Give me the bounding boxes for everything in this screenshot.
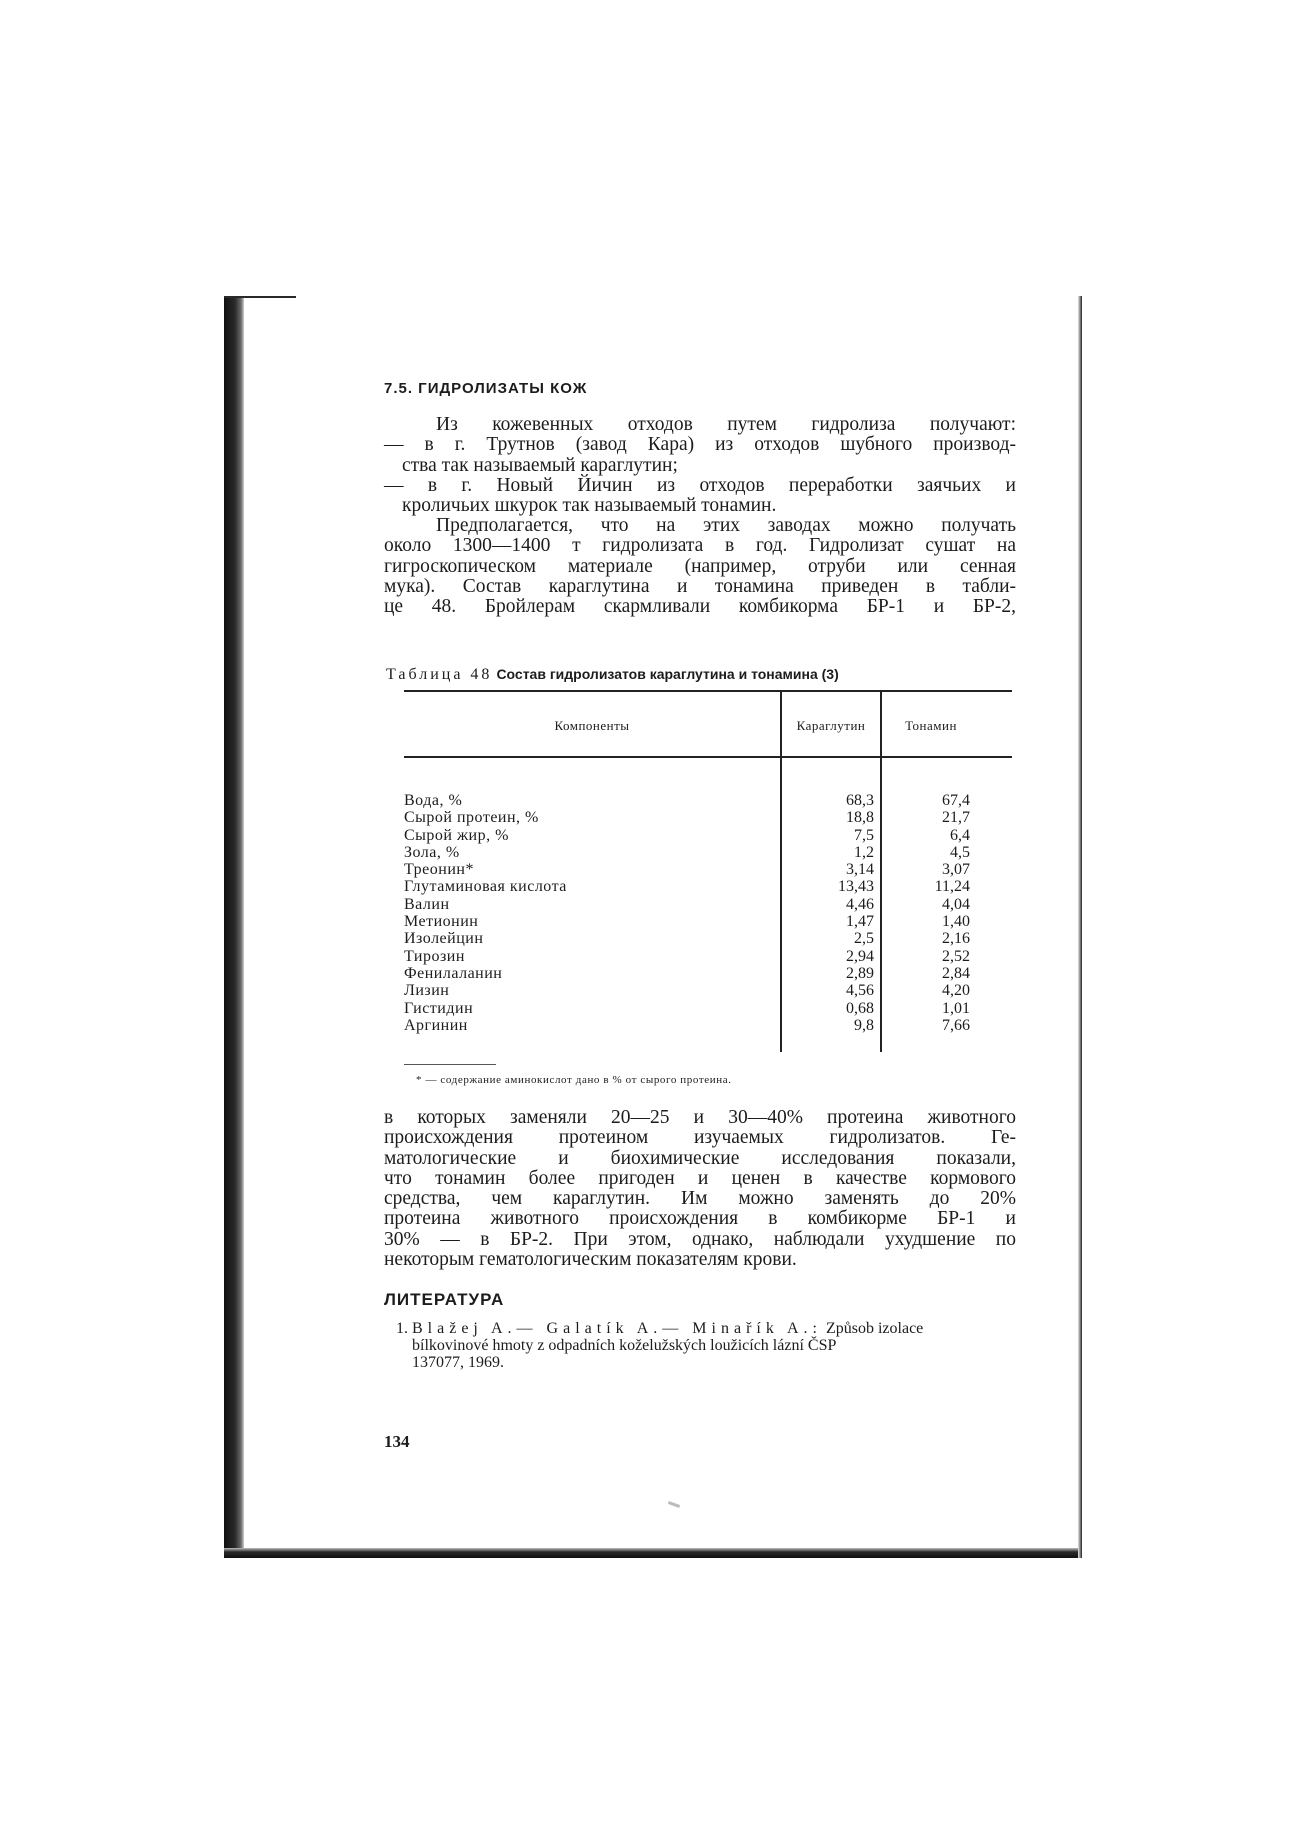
- text-line: что тонамин более пригоден и ценен в качестве кормового: [384, 1167, 1016, 1189]
- table-row: [404, 965, 1012, 982]
- text-line: протеина животного происхождения в комбикорме БР-1 и: [384, 1208, 1016, 1230]
- scan-edge-bottom: [224, 1548, 1080, 1558]
- section-title: 7.5. ГИДРОЛИЗАТЫ КОЖ: [384, 380, 588, 397]
- table-row: [404, 982, 1012, 999]
- tonamin-cell: 4,04: [942, 895, 970, 913]
- karaglutin-cell: 18,8: [846, 809, 874, 827]
- table-row: [404, 930, 1012, 947]
- text-line: мука). Состав караглутина и тонамина приведен в табли-: [384, 575, 1016, 597]
- table-row: [404, 1000, 1012, 1017]
- tonamin-cell: 4,20: [942, 982, 970, 1000]
- tonamin-cell: 4,5: [950, 843, 970, 861]
- table-caption-title: Состав гидролизатов караглутина и тонамина (3): [496, 666, 839, 682]
- tonamin-cell: 2,16: [942, 930, 970, 948]
- reference-text: Způsob izolace: [825, 1320, 924, 1337]
- component-cell: Треонин*: [404, 861, 474, 879]
- table-header-rule: [404, 756, 1012, 758]
- text-line: — в г. Трутнов (завод Кара) из отходов шубного производ-: [384, 434, 1016, 456]
- scan-edge-left: [224, 296, 244, 1558]
- karaglutin-cell: 9,8: [854, 1016, 874, 1034]
- scan-speck: [668, 1501, 680, 1508]
- text-line: гигроскопическом материале (например, отруби или сенная: [384, 555, 1016, 577]
- karaglutin-cell: 4,56: [846, 982, 874, 1000]
- karaglutin-cell: 1,47: [846, 913, 874, 931]
- component-cell: Сырой жир, %: [404, 826, 509, 844]
- table-footnote: * — содержание аминокислот дано в % от сырого протеина.: [416, 1074, 732, 1086]
- component-cell: Зола, %: [404, 843, 460, 861]
- text-line: 30% — в БР-2. При этом, однако, наблюдали ухудшение по: [384, 1228, 1016, 1250]
- table-row: [404, 792, 1012, 809]
- text-line: кроличьих шкурок так называемый тонамин.: [402, 495, 777, 517]
- table-row: [404, 861, 1012, 878]
- tonamin-cell: 1,01: [942, 999, 970, 1017]
- karaglutin-cell: 3,14: [846, 861, 874, 879]
- table-top-rule: [404, 690, 1012, 692]
- component-cell: Глутаминовая кислота: [404, 878, 567, 896]
- composition-table: [404, 690, 1012, 1052]
- text-line: в которых заменяли 20—25 и 30—40% протеина животного: [384, 1107, 1016, 1128]
- component-cell: Вода, %: [404, 792, 463, 809]
- tonamin-cell: 6,4: [950, 826, 970, 844]
- literature-title: ЛИТЕРАТУРА: [384, 1290, 505, 1309]
- karaglutin-cell: 2,94: [846, 947, 874, 965]
- reference-item: [384, 1320, 1016, 1337]
- component-cell: Гистидин: [404, 999, 474, 1017]
- text-line: ства так называемый караглутин;: [402, 454, 678, 476]
- component-cell: Аргинин: [404, 1016, 468, 1034]
- table-header-tonamin: Тонамин: [905, 718, 957, 733]
- scan-edge-top: [224, 296, 296, 298]
- text-line: около 1300—1400 т гидролизата в год. Гидролизат сушат на: [384, 535, 1016, 557]
- text-line: матологические и биохимические исследования показали,: [384, 1147, 1016, 1169]
- table-row: [404, 913, 1012, 930]
- table-caption: [386, 666, 839, 684]
- tonamin-cell: 11,24: [934, 878, 970, 896]
- table-row: [404, 809, 1012, 826]
- table-caption-label: Таблица 48: [386, 666, 493, 683]
- tonamin-cell: 7,66: [942, 1016, 970, 1034]
- tonamin-cell: 67,4: [942, 792, 970, 809]
- scan-edge-right: [1078, 296, 1082, 1558]
- paragraph-results: [384, 1108, 1016, 1270]
- footnote-rule: [404, 1064, 496, 1065]
- reference-text: bílkovinové hmoty z odpadních koželužských loužicích lázní ČSP: [412, 1337, 837, 1354]
- text-line: це 48. Бройлерам скармливали комбикорма БР-1 и БР-2,: [384, 596, 1016, 618]
- reference-text: 137077, 1969.: [412, 1354, 504, 1371]
- table-header-components: Компоненты: [554, 718, 630, 733]
- literature-list: [384, 1320, 1016, 1371]
- component-cell: Изолейцин: [404, 930, 484, 948]
- karaglutin-cell: 68,3: [846, 792, 874, 809]
- component-cell: Метионин: [404, 913, 479, 931]
- text-line: происхождения протеином изучаемых гидролизатов. Ге-: [384, 1127, 1016, 1149]
- component-cell: Фенилаланин: [404, 964, 503, 982]
- table-row: [404, 827, 1012, 844]
- component-cell: Тирозин: [404, 947, 465, 965]
- karaglutin-cell: 0,68: [846, 999, 874, 1017]
- table-row: [404, 948, 1012, 965]
- tonamin-cell: 21,7: [942, 809, 970, 827]
- component-cell: Сырой протеин, %: [404, 809, 539, 827]
- text-line: средства, чем караглутин. Им можно заменять до 20%: [384, 1188, 1016, 1210]
- paragraph-production: [384, 516, 1016, 617]
- karaglutin-cell: 13,43: [838, 878, 874, 896]
- karaglutin-cell: 2,5: [854, 930, 874, 948]
- karaglutin-cell: 7,5: [854, 826, 874, 844]
- paragraph-intro: [384, 415, 1016, 516]
- component-cell: Валин: [404, 895, 450, 913]
- page-number: 134: [384, 1432, 410, 1451]
- reference-number: 1.: [396, 1320, 408, 1337]
- table-body: [404, 792, 1012, 1034]
- table-row: [404, 844, 1012, 861]
- component-cell: Лизин: [404, 982, 450, 1000]
- reference-authors: Blažej A.— Galatík A.— Minařík A.:: [412, 1320, 822, 1337]
- karaglutin-cell: 2,89: [846, 964, 874, 982]
- table-header-karaglutin: Караглутин: [796, 718, 866, 733]
- tonamin-cell: 3,07: [942, 861, 970, 879]
- karaglutin-cell: 4,46: [846, 895, 874, 913]
- table-row: [404, 1017, 1012, 1034]
- karaglutin-cell: 1,2: [854, 843, 874, 861]
- text-line: — в г. Новый Йичин из отходов переработки заячьих и: [384, 474, 1016, 496]
- table-row: [404, 878, 1012, 895]
- text-line: Предполагается, что на этих заводах можно получать: [436, 515, 1016, 536]
- tonamin-cell: 1,40: [942, 913, 970, 931]
- tonamin-cell: 2,52: [942, 947, 970, 965]
- text-line: некоторым гематологическим показателям крови.: [384, 1249, 797, 1271]
- table-row: [404, 896, 1012, 913]
- tonamin-cell: 2,84: [942, 964, 970, 982]
- text-line: Из кожевенных отходов путем гидролиза получают:: [436, 414, 1016, 435]
